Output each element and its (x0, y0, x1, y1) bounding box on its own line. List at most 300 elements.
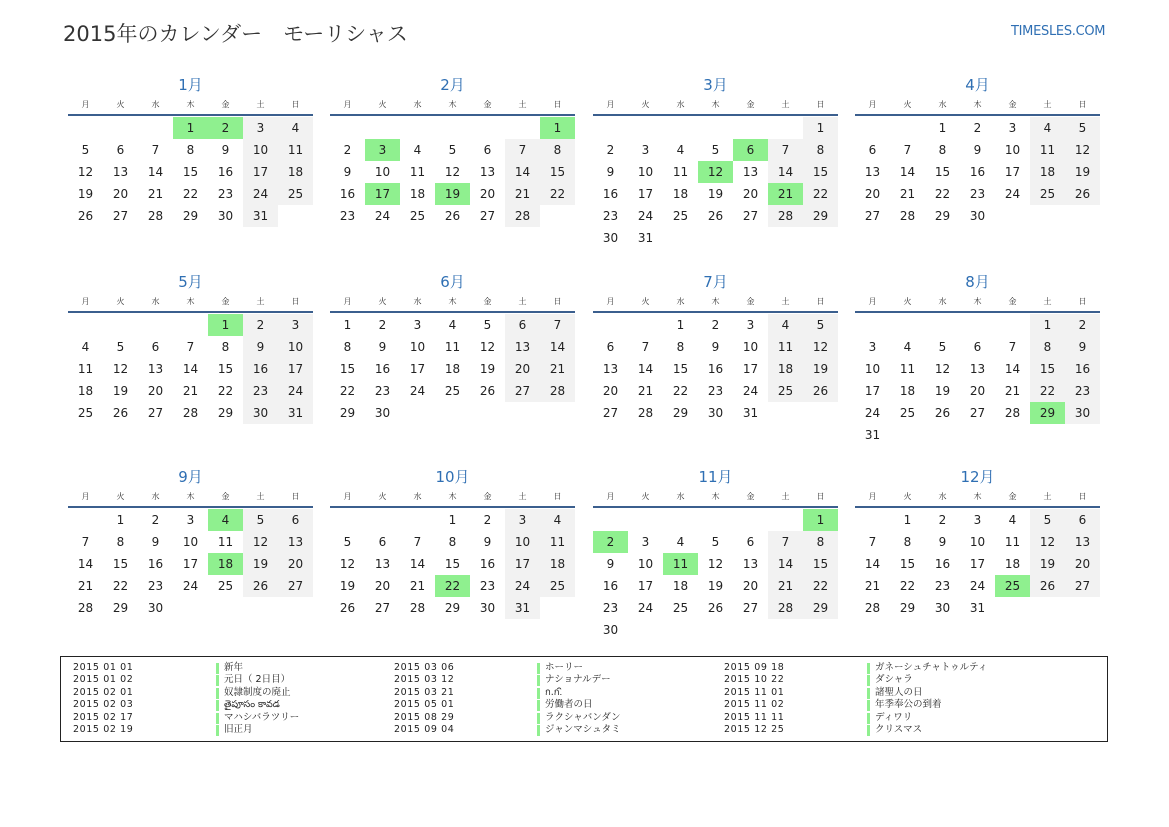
day-cell[interactable]: 7 (868, 535, 877, 549)
day-cell[interactable]: 24 (505, 575, 540, 597)
day-cell[interactable]: 6 (505, 314, 540, 336)
day-cell[interactable]: 7 (768, 139, 803, 161)
day-cell[interactable]: 7 (903, 143, 912, 157)
day-cell[interactable]: 3 (413, 318, 422, 332)
day-cell[interactable]: 9 (151, 535, 160, 549)
day-cell[interactable]: 20 (1065, 553, 1100, 575)
day-cell[interactable]: 25 (1030, 183, 1065, 205)
day-cell[interactable]: 26 (934, 406, 951, 420)
day-cell[interactable]: 27 (1065, 575, 1100, 597)
day-cell[interactable]: 17 (182, 557, 199, 571)
day-cell[interactable]: 9 (938, 535, 947, 549)
day-cell[interactable]: 3 (278, 314, 313, 336)
day-cell[interactable]: 24 (1004, 187, 1021, 201)
day-cell[interactable]: 11 (278, 139, 313, 161)
day-cell[interactable]: 23 (243, 380, 278, 402)
day-cell[interactable]: 12 (112, 362, 129, 376)
day-cell[interactable]: 30 (969, 209, 986, 223)
day-cell[interactable]: 3 (746, 318, 755, 332)
day-cell[interactable]: 29 (803, 597, 838, 619)
day-cell[interactable]: 27 (742, 209, 759, 223)
day-cell[interactable]: 1 (116, 513, 125, 527)
day-cell[interactable]: 8 (803, 139, 838, 161)
day-cell[interactable]: 4 (278, 117, 313, 139)
day-cell[interactable]: 22 (540, 183, 575, 205)
day-cell[interactable]: 29 (803, 205, 838, 227)
day-cell[interactable]: 14 (1004, 362, 1021, 376)
day-cell[interactable]: 15 (444, 557, 461, 571)
day-cell[interactable]: 16 (479, 557, 496, 571)
day-cell[interactable]: 18 (1030, 161, 1065, 183)
holiday-day-cell[interactable]: 6 (733, 139, 768, 161)
day-cell[interactable]: 11 (1030, 139, 1065, 161)
day-cell[interactable]: 23 (479, 579, 496, 593)
day-cell[interactable]: 15 (899, 557, 916, 571)
day-cell[interactable]: 8 (540, 139, 575, 161)
day-cell[interactable]: 2 (483, 513, 492, 527)
day-cell[interactable]: 23 (374, 384, 391, 398)
day-cell[interactable]: 28 (182, 406, 199, 420)
day-cell[interactable]: 21 (182, 384, 199, 398)
day-cell[interactable]: 5 (1030, 509, 1065, 531)
day-cell[interactable]: 4 (448, 318, 457, 332)
day-cell[interactable]: 9 (221, 143, 230, 157)
day-cell[interactable]: 17 (969, 557, 986, 571)
day-cell[interactable]: 19 (707, 579, 724, 593)
day-cell[interactable]: 24 (742, 384, 759, 398)
day-cell[interactable]: 27 (112, 209, 129, 223)
day-cell[interactable]: 21 (768, 575, 803, 597)
day-cell[interactable]: 4 (768, 314, 803, 336)
day-cell[interactable]: 5 (711, 143, 720, 157)
day-cell[interactable]: 11 (768, 336, 803, 358)
day-cell[interactable]: 16 (1065, 358, 1100, 380)
day-cell[interactable]: 28 (637, 406, 654, 420)
day-cell[interactable]: 18 (768, 358, 803, 380)
day-cell[interactable]: 12 (934, 362, 951, 376)
day-cell[interactable]: 18 (1004, 557, 1021, 571)
day-cell[interactable]: 30 (602, 231, 619, 245)
day-cell[interactable]: 2 (606, 143, 615, 157)
day-cell[interactable]: 25 (540, 575, 575, 597)
day-cell[interactable]: 31 (637, 231, 654, 245)
day-cell[interactable]: 13 (112, 165, 129, 179)
day-cell[interactable]: 18 (278, 161, 313, 183)
day-cell[interactable]: 21 (540, 358, 575, 380)
day-cell[interactable]: 5 (803, 314, 838, 336)
day-cell[interactable]: 14 (77, 557, 94, 571)
day-cell[interactable]: 29 (339, 406, 356, 420)
day-cell[interactable]: 6 (116, 143, 125, 157)
day-cell[interactable]: 20 (602, 384, 619, 398)
holiday-day-cell[interactable]: 4 (208, 509, 243, 531)
day-cell[interactable]: 16 (602, 187, 619, 201)
day-cell[interactable]: 3 (641, 535, 650, 549)
day-cell[interactable]: 25 (672, 209, 689, 223)
day-cell[interactable]: 13 (742, 165, 759, 179)
day-cell[interactable]: 17 (278, 358, 313, 380)
day-cell[interactable]: 2 (711, 318, 720, 332)
day-cell[interactable]: 15 (672, 362, 689, 376)
holiday-day-cell[interactable]: 21 (768, 183, 803, 205)
day-cell[interactable]: 29 (217, 406, 234, 420)
day-cell[interactable]: 8 (1030, 336, 1065, 358)
day-cell[interactable]: 3 (1008, 121, 1017, 135)
day-cell[interactable]: 25 (409, 209, 426, 223)
day-cell[interactable]: 17 (637, 187, 654, 201)
day-cell[interactable]: 1 (343, 318, 352, 332)
day-cell[interactable]: 15 (934, 165, 951, 179)
day-cell[interactable]: 1 (803, 117, 838, 139)
day-cell[interactable]: 12 (444, 165, 461, 179)
day-cell[interactable]: 18 (899, 384, 916, 398)
day-cell[interactable]: 6 (746, 535, 755, 549)
day-cell[interactable]: 19 (479, 362, 496, 376)
day-cell[interactable]: 9 (243, 336, 278, 358)
day-cell[interactable]: 13 (602, 362, 619, 376)
day-cell[interactable]: 22 (803, 575, 838, 597)
holiday-day-cell[interactable]: 11 (663, 553, 698, 575)
day-cell[interactable]: 26 (479, 384, 496, 398)
day-cell[interactable]: 11 (77, 362, 94, 376)
day-cell[interactable]: 17 (243, 161, 278, 183)
holiday-day-cell[interactable]: 2 (208, 117, 243, 139)
day-cell[interactable]: 9 (483, 535, 492, 549)
day-cell[interactable]: 23 (339, 209, 356, 223)
day-cell[interactable]: 27 (479, 209, 496, 223)
day-cell[interactable]: 23 (602, 601, 619, 615)
day-cell[interactable]: 27 (969, 406, 986, 420)
day-cell[interactable]: 29 (182, 209, 199, 223)
day-cell[interactable]: 22 (1030, 380, 1065, 402)
day-cell[interactable]: 25 (768, 380, 803, 402)
day-cell[interactable]: 10 (969, 535, 986, 549)
day-cell[interactable]: 18 (444, 362, 461, 376)
day-cell[interactable]: 24 (637, 209, 654, 223)
day-cell[interactable]: 31 (969, 601, 986, 615)
day-cell[interactable]: 25 (278, 183, 313, 205)
day-cell[interactable]: 8 (903, 535, 912, 549)
day-cell[interactable]: 27 (278, 575, 313, 597)
day-cell[interactable]: 13 (1065, 531, 1100, 553)
day-cell[interactable]: 20 (742, 579, 759, 593)
day-cell[interactable]: 8 (186, 143, 195, 157)
day-cell[interactable]: 26 (1065, 183, 1100, 205)
day-cell[interactable]: 12 (707, 557, 724, 571)
day-cell[interactable]: 13 (278, 531, 313, 553)
day-cell[interactable]: 4 (81, 340, 90, 354)
day-cell[interactable]: 8 (343, 340, 352, 354)
day-cell[interactable]: 25 (217, 579, 234, 593)
day-cell[interactable]: 5 (116, 340, 125, 354)
day-cell[interactable]: 8 (938, 143, 947, 157)
day-cell[interactable]: 5 (711, 535, 720, 549)
day-cell[interactable]: 8 (676, 340, 685, 354)
day-cell[interactable]: 27 (602, 406, 619, 420)
day-cell[interactable]: 15 (540, 161, 575, 183)
day-cell[interactable]: 16 (243, 358, 278, 380)
day-cell[interactable]: 7 (1008, 340, 1017, 354)
day-cell[interactable]: 23 (707, 384, 724, 398)
day-cell[interactable]: 16 (969, 165, 986, 179)
day-cell[interactable]: 31 (243, 205, 278, 227)
day-cell[interactable]: 9 (606, 165, 615, 179)
day-cell[interactable]: 4 (676, 143, 685, 157)
day-cell[interactable]: 31 (505, 597, 540, 619)
day-cell[interactable]: 25 (77, 406, 94, 420)
day-cell[interactable]: 12 (803, 336, 838, 358)
day-cell[interactable]: 27 (864, 209, 881, 223)
day-cell[interactable]: 19 (707, 187, 724, 201)
day-cell[interactable]: 28 (540, 380, 575, 402)
day-cell[interactable]: 2 (378, 318, 387, 332)
day-cell[interactable]: 27 (147, 406, 164, 420)
day-cell[interactable]: 22 (182, 187, 199, 201)
day-cell[interactable]: 30 (934, 601, 951, 615)
day-cell[interactable]: 22 (217, 384, 234, 398)
day-cell[interactable]: 28 (899, 209, 916, 223)
day-cell[interactable]: 29 (112, 601, 129, 615)
day-cell[interactable]: 31 (278, 402, 313, 424)
day-cell[interactable]: 30 (1065, 402, 1100, 424)
day-cell[interactable]: 26 (112, 406, 129, 420)
day-cell[interactable]: 1 (1030, 314, 1065, 336)
day-cell[interactable]: 21 (77, 579, 94, 593)
day-cell[interactable]: 14 (899, 165, 916, 179)
day-cell[interactable]: 10 (182, 535, 199, 549)
day-cell[interactable]: 12 (479, 340, 496, 354)
day-cell[interactable]: 5 (81, 143, 90, 157)
day-cell[interactable]: 9 (378, 340, 387, 354)
day-cell[interactable]: 14 (505, 161, 540, 183)
day-cell[interactable]: 19 (1030, 553, 1065, 575)
day-cell[interactable]: 22 (899, 579, 916, 593)
day-cell[interactable]: 21 (637, 384, 654, 398)
day-cell[interactable]: 8 (803, 531, 838, 553)
day-cell[interactable]: 3 (186, 513, 195, 527)
day-cell[interactable]: 5 (448, 143, 457, 157)
day-cell[interactable]: 17 (742, 362, 759, 376)
day-cell[interactable]: 16 (217, 165, 234, 179)
day-cell[interactable]: 4 (413, 143, 422, 157)
day-cell[interactable]: 13 (479, 165, 496, 179)
day-cell[interactable]: 21 (899, 187, 916, 201)
day-cell[interactable]: 14 (182, 362, 199, 376)
day-cell[interactable]: 17 (637, 579, 654, 593)
day-cell[interactable]: 3 (641, 143, 650, 157)
day-cell[interactable]: 24 (409, 384, 426, 398)
day-cell[interactable]: 7 (81, 535, 90, 549)
holiday-day-cell[interactable]: 1 (803, 509, 838, 531)
day-cell[interactable]: 10 (637, 165, 654, 179)
day-cell[interactable]: 11 (672, 165, 689, 179)
day-cell[interactable]: 12 (1065, 139, 1100, 161)
day-cell[interactable]: 26 (339, 601, 356, 615)
day-cell[interactable]: 17 (864, 384, 881, 398)
holiday-day-cell[interactable]: 22 (435, 575, 470, 597)
holiday-day-cell[interactable]: 19 (435, 183, 470, 205)
day-cell[interactable]: 5 (243, 509, 278, 531)
day-cell[interactable]: 28 (864, 601, 881, 615)
day-cell[interactable]: 7 (186, 340, 195, 354)
day-cell[interactable]: 10 (278, 336, 313, 358)
day-cell[interactable]: 2 (243, 314, 278, 336)
day-cell[interactable]: 29 (899, 601, 916, 615)
day-cell[interactable]: 1 (676, 318, 685, 332)
day-cell[interactable]: 18 (77, 384, 94, 398)
day-cell[interactable]: 9 (343, 165, 352, 179)
day-cell[interactable]: 7 (151, 143, 160, 157)
day-cell[interactable]: 14 (540, 336, 575, 358)
day-cell[interactable]: 2 (1065, 314, 1100, 336)
day-cell[interactable]: 7 (768, 531, 803, 553)
day-cell[interactable]: 24 (182, 579, 199, 593)
day-cell[interactable]: 12 (1030, 531, 1065, 553)
day-cell[interactable]: 15 (1030, 358, 1065, 380)
day-cell[interactable]: 14 (147, 165, 164, 179)
day-cell[interactable]: 6 (973, 340, 982, 354)
day-cell[interactable]: 28 (77, 601, 94, 615)
day-cell[interactable]: 29 (672, 406, 689, 420)
day-cell[interactable]: 30 (217, 209, 234, 223)
day-cell[interactable]: 14 (864, 557, 881, 571)
day-cell[interactable]: 11 (540, 531, 575, 553)
day-cell[interactable]: 10 (505, 531, 540, 553)
day-cell[interactable]: 17 (409, 362, 426, 376)
day-cell[interactable]: 15 (339, 362, 356, 376)
day-cell[interactable]: 21 (864, 579, 881, 593)
day-cell[interactable]: 2 (938, 513, 947, 527)
day-cell[interactable]: 21 (147, 187, 164, 201)
holiday-day-cell[interactable]: 2 (593, 531, 628, 553)
day-cell[interactable]: 5 (1065, 117, 1100, 139)
holiday-day-cell[interactable]: 17 (365, 183, 400, 205)
day-cell[interactable]: 17 (505, 553, 540, 575)
day-cell[interactable]: 16 (339, 187, 356, 201)
day-cell[interactable]: 12 (243, 531, 278, 553)
day-cell[interactable]: 2 (151, 513, 160, 527)
day-cell[interactable]: 3 (973, 513, 982, 527)
day-cell[interactable]: 4 (540, 509, 575, 531)
day-cell[interactable]: 4 (903, 340, 912, 354)
day-cell[interactable]: 10 (1004, 143, 1021, 157)
day-cell[interactable]: 20 (374, 579, 391, 593)
day-cell[interactable]: 20 (742, 187, 759, 201)
day-cell[interactable]: 2 (343, 143, 352, 157)
day-cell[interactable]: 16 (707, 362, 724, 376)
day-cell[interactable]: 22 (112, 579, 129, 593)
day-cell[interactable]: 22 (672, 384, 689, 398)
day-cell[interactable]: 14 (637, 362, 654, 376)
day-cell[interactable]: 8 (221, 340, 230, 354)
day-cell[interactable]: 15 (217, 362, 234, 376)
day-cell[interactable]: 29 (444, 601, 461, 615)
day-cell[interactable]: 8 (448, 535, 457, 549)
day-cell[interactable]: 31 (864, 428, 881, 442)
day-cell[interactable]: 19 (112, 384, 129, 398)
day-cell[interactable]: 4 (1030, 117, 1065, 139)
day-cell[interactable]: 22 (934, 187, 951, 201)
day-cell[interactable]: 27 (505, 380, 540, 402)
day-cell[interactable]: 6 (378, 535, 387, 549)
day-cell[interactable]: 23 (217, 187, 234, 201)
day-cell[interactable]: 6 (278, 509, 313, 531)
day-cell[interactable]: 2 (973, 121, 982, 135)
day-cell[interactable]: 13 (742, 557, 759, 571)
day-cell[interactable]: 26 (243, 575, 278, 597)
day-cell[interactable]: 20 (969, 384, 986, 398)
day-cell[interactable]: 30 (374, 406, 391, 420)
day-cell[interactable]: 23 (602, 209, 619, 223)
day-cell[interactable]: 14 (409, 557, 426, 571)
day-cell[interactable]: 26 (707, 601, 724, 615)
day-cell[interactable]: 6 (606, 340, 615, 354)
day-cell[interactable]: 6 (483, 143, 492, 157)
day-cell[interactable]: 26 (707, 209, 724, 223)
day-cell[interactable]: 5 (483, 318, 492, 332)
holiday-day-cell[interactable]: 1 (173, 117, 208, 139)
day-cell[interactable]: 30 (147, 601, 164, 615)
day-cell[interactable]: 19 (934, 384, 951, 398)
day-cell[interactable]: 16 (934, 557, 951, 571)
day-cell[interactable]: 20 (112, 187, 129, 201)
day-cell[interactable]: 14 (768, 553, 803, 575)
day-cell[interactable]: 7 (413, 535, 422, 549)
day-cell[interactable]: 11 (217, 535, 234, 549)
holiday-day-cell[interactable]: 1 (208, 314, 243, 336)
day-cell[interactable]: 9 (711, 340, 720, 354)
day-cell[interactable]: 6 (151, 340, 160, 354)
day-cell[interactable]: 15 (803, 553, 838, 575)
day-cell[interactable]: 28 (147, 209, 164, 223)
day-cell[interactable]: 17 (1004, 165, 1021, 179)
day-cell[interactable]: 20 (505, 358, 540, 380)
day-cell[interactable]: 28 (768, 205, 803, 227)
day-cell[interactable]: 27 (742, 601, 759, 615)
day-cell[interactable]: 12 (339, 557, 356, 571)
day-cell[interactable]: 20 (147, 384, 164, 398)
day-cell[interactable]: 26 (803, 380, 838, 402)
site-logo[interactable]: TIMESLES.COM (1011, 24, 1106, 39)
day-cell[interactable]: 24 (864, 406, 881, 420)
day-cell[interactable]: 13 (374, 557, 391, 571)
day-cell[interactable]: 28 (1004, 406, 1021, 420)
day-cell[interactable]: 11 (444, 340, 461, 354)
day-cell[interactable]: 24 (278, 380, 313, 402)
day-cell[interactable]: 23 (147, 579, 164, 593)
day-cell[interactable]: 27 (374, 601, 391, 615)
day-cell[interactable]: 18 (540, 553, 575, 575)
day-cell[interactable]: 26 (77, 209, 94, 223)
day-cell[interactable]: 28 (409, 601, 426, 615)
day-cell[interactable]: 23 (969, 187, 986, 201)
day-cell[interactable]: 30 (243, 402, 278, 424)
day-cell[interactable]: 13 (969, 362, 986, 376)
day-cell[interactable]: 3 (505, 509, 540, 531)
day-cell[interactable]: 7 (505, 139, 540, 161)
day-cell[interactable]: 30 (707, 406, 724, 420)
day-cell[interactable]: 23 (934, 579, 951, 593)
day-cell[interactable]: 13 (147, 362, 164, 376)
day-cell[interactable]: 11 (899, 362, 916, 376)
day-cell[interactable]: 26 (1030, 575, 1065, 597)
day-cell[interactable]: 8 (116, 535, 125, 549)
day-cell[interactable]: 29 (934, 209, 951, 223)
holiday-day-cell[interactable]: 18 (208, 553, 243, 575)
day-cell[interactable]: 10 (374, 165, 391, 179)
day-cell[interactable]: 26 (444, 209, 461, 223)
day-cell[interactable]: 6 (1065, 509, 1100, 531)
